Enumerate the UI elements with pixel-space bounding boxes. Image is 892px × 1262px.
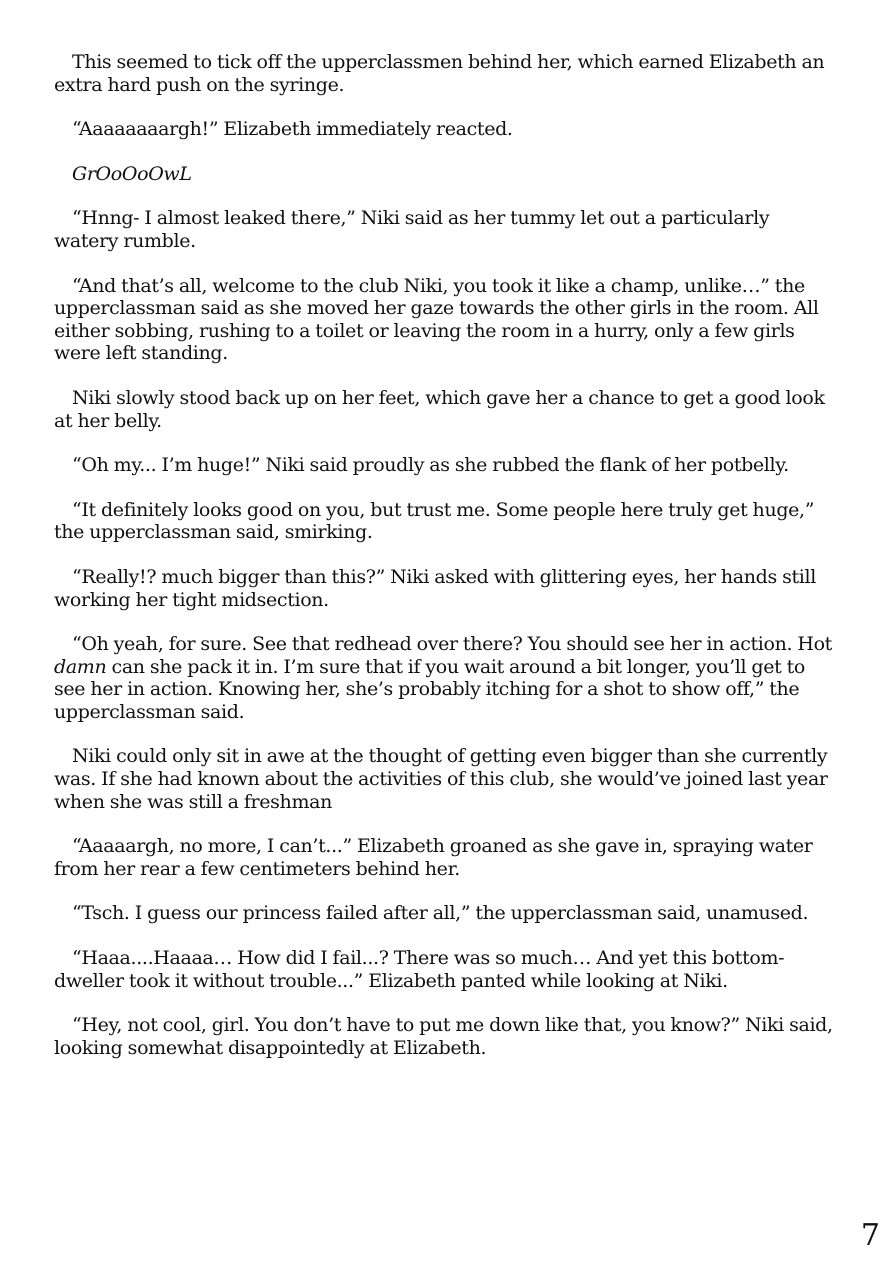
page-number: 7 xyxy=(860,1218,880,1253)
paragraph: “Oh my... I’m huge!” Niki said proudly as she rubbed the flank of her potbelly. xyxy=(72,454,789,477)
paragraph: “Haaa....Haaaa… How did I fail...? There was so much… And yet this bottom-dweller took it without trouble...” Elizabeth panted while looking at Niki. xyxy=(54,947,785,992)
body-text xyxy=(54,51,836,1081)
paragraph: Niki could only sit in awe at the thought of getting even bigger than she currently was. If she had known about the activities of this club, she would’ve joined last year when she was still a freshman xyxy=(54,745,828,813)
paragraph-text: can she pack it in. I’m sure that if you wait around a bit longer, you’ll get to see her in action. Knowing her, she’s probably itching for a shot to show off,” the upperclassman said. xyxy=(54,655,805,723)
paragraph: “Really!? much bigger than this?” Niki asked with glittering eyes, her hands still working her tight midsection. xyxy=(54,565,816,611)
paragraph xyxy=(54,633,836,723)
paragraph: “It definitely looks good on you, but trust me. Some people here truly get huge,” the upperclassman said, smirking. xyxy=(54,498,815,544)
paragraph: Niki slowly stood back up on her feet, which gave her a chance to get a good look at her belly. xyxy=(54,386,825,432)
emphasized-word: damn xyxy=(54,655,107,678)
paragraph: “Tsch. I guess our princess failed after all,” the upperclassman said, unamused. xyxy=(72,902,809,925)
paragraph: This seemed to tick off the upperclassmen behind her, which earned Elizabeth an extra hard push on the syringe. xyxy=(54,51,825,96)
paragraph: “Hnng- I almost leaked there,” Niki said as her tummy let out a particularly watery rumble. xyxy=(54,207,770,252)
paragraph: “Aaaaaaaargh!” Elizabeth immediately reacted. xyxy=(72,118,513,141)
paragraph-text: “Oh yeah, for sure. See that redhead over there? You should see her in action. Hot xyxy=(72,633,832,656)
sound-effect: GrOoOoOwL xyxy=(72,162,192,185)
paragraph: “Hey, not cool, girl. You don’t have to put me down like that, you know?” Niki said, looking somewhat disappointedly at Elizabeth. xyxy=(54,1014,833,1059)
paragraph: “Aaaaargh, no more, I can’t...” Elizabeth groaned as she gave in, spraying water from her rear a few centimeters behind her. xyxy=(54,835,813,880)
paragraph: “And that’s all, welcome to the club Niki, you took it like a champ, unlike…” the upperclassman said as she moved her gaze towards the other girls in the room. All either sobbing, rushing to a toilet or leaving the room in a hurry, only a few girls were left standing. xyxy=(54,274,819,365)
